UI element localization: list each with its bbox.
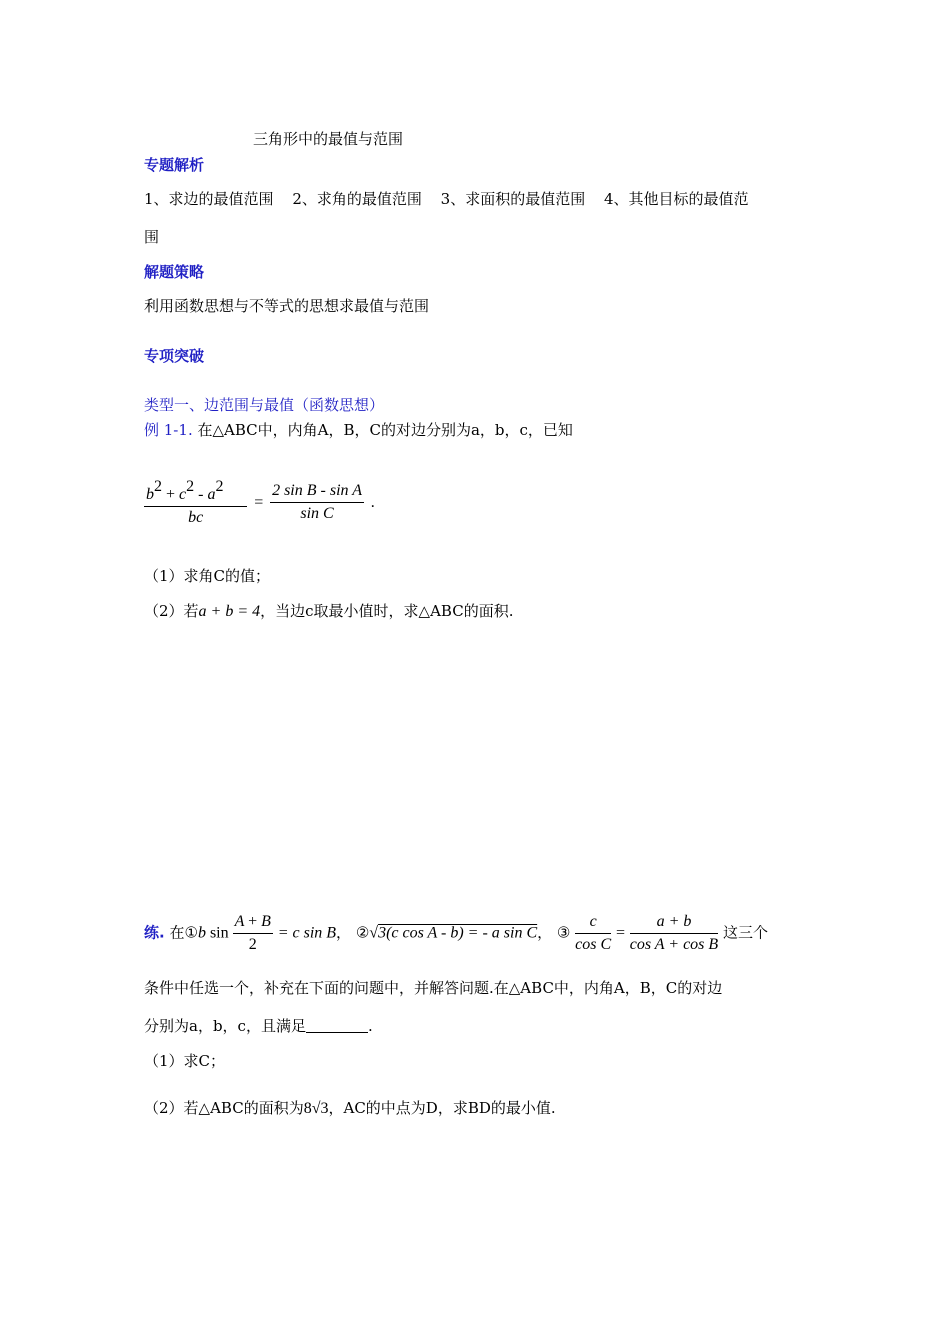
section-heading-breakthrough: 专项突破 [144, 347, 205, 365]
analysis-wrap-text: 围 [144, 228, 160, 246]
analysis-item: 1、求边的最值范围 [144, 190, 274, 208]
strategy-text: 利用函数思想与不等式的思想求最值与范围 [144, 297, 430, 315]
analysis-item: 4、其他目标的最值范 [603, 190, 749, 208]
section-heading-analysis: 专题解析 [144, 156, 205, 174]
example-equation: $\frac{b^2 + c^2 - a^2}{bc}$ = $\frac{\text{2 sin B - sin A}}{\text{sin C}}$ . [146, 478, 375, 526]
practice-line-2: 条件中任选一个，补充在下面的问题中，并解答问题.在△ABC中，内角A，B，C的对边 [144, 979, 723, 997]
example-intro: 例 1-1. 在△ABC中，内角A，B，C的对边分别为a，b，c，已知 [144, 421, 573, 439]
section-heading-strategy: 解题策略 [144, 263, 205, 281]
example-label: 例 1-1 [144, 421, 188, 439]
example-question-2: （2）若a + b = 4，当边c取最小值时，求△ABC的面积. [144, 602, 514, 620]
condition-sum: a + b = 4 [198, 603, 261, 620]
analysis-item: 2、求角的最值范围 [292, 190, 422, 208]
equation-lhs-fraction: $\frac{b^2 + c^2 - a^2}{bc}$ [144, 478, 247, 527]
analysis-list [144, 188, 749, 209]
answer-blank[interactable] [306, 1018, 368, 1033]
type-heading: 类型一、边范围与最值（函数思想） [144, 396, 385, 414]
condition-3-lhs-fraction: $\frac{c}{\text{cos C}}$ [575, 913, 612, 953]
condition-3-rhs-fraction: $\frac{a + b}{\text{cos A + cos B}}$ [629, 913, 719, 953]
area-value: 8√3 [303, 1100, 329, 1117]
analysis-item: 3、求面积的最值范围 [440, 190, 586, 208]
example-intro-text: 在△ABC中，内角A，B，C的对边分别为a，b，c，已知 [197, 421, 573, 439]
equation-rhs-fraction: $\frac{\text{2 sin B - sin A}}{\text{sin C}}$ [272, 482, 362, 522]
page-title: 三角形中的最值与范围 [253, 130, 404, 148]
practice-line-1: 练. 在①b sin $\frac{A + B}{2}$ = c sin B， ②√3(c cos A - b) = - a sin C， ③ $\frac{c}{\text{cos C}}$ = $\frac{a + b}{\text{cos A + cos B}}$ 这三个 [144, 913, 768, 953]
practice-label: 练. [144, 923, 165, 942]
practice-question-2: （2）若△ABC的面积为8√3，AC的中点为D，求BD的最小值. [144, 1099, 556, 1117]
condition-1-fraction: $\frac{A + B}{2}$ [234, 913, 271, 953]
practice-question-1: （1）求C； [144, 1052, 226, 1070]
practice-line-3: 分别为a，b，c，且满足 . [144, 1017, 373, 1035]
example-question-1: （1）求角C的值； [144, 567, 271, 585]
condition-2-expr: 3(c cos A - b) = - a sin C [378, 924, 538, 942]
